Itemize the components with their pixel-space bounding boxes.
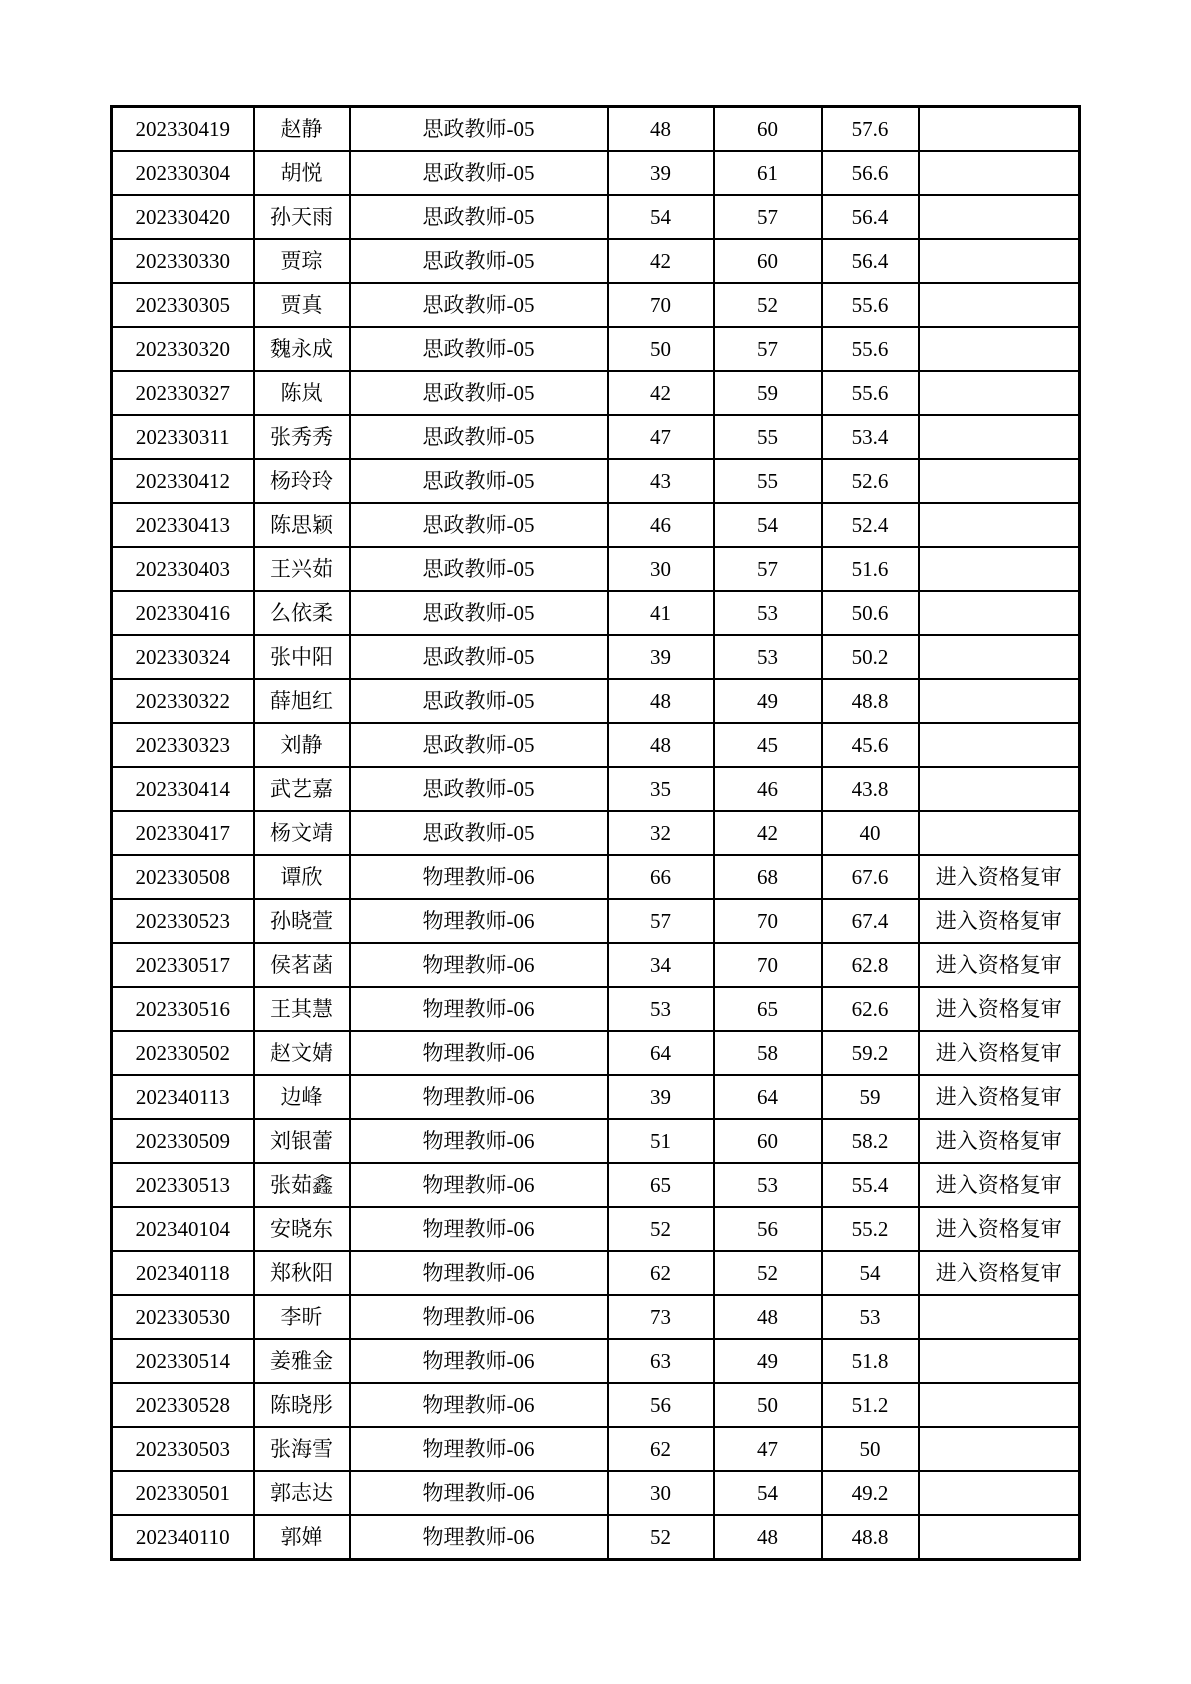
- interview-score-cell: 49: [714, 679, 822, 723]
- candidate-name-cell: 陈晓彤: [254, 1383, 350, 1427]
- written-score-cell: 41: [608, 591, 714, 635]
- status-cell: [919, 283, 1080, 327]
- composite-score-cell: 54: [822, 1251, 919, 1295]
- composite-score-cell: 51.6: [822, 547, 919, 591]
- interview-score-cell: 60: [714, 1119, 822, 1163]
- status-cell: [919, 679, 1080, 723]
- written-score-cell: 47: [608, 415, 714, 459]
- result-row: [112, 1383, 1080, 1427]
- composite-score-cell: 56.4: [822, 239, 919, 283]
- written-score-cell: 35: [608, 767, 714, 811]
- written-score-cell: 53: [608, 987, 714, 1031]
- interview-score-cell: 70: [714, 943, 822, 987]
- status-cell: [919, 1515, 1080, 1560]
- result-row: [112, 767, 1080, 811]
- status-cell: 进入资格复审: [919, 855, 1080, 899]
- candidate-id-cell: 202340110: [112, 1515, 254, 1560]
- composite-score-cell: 52.4: [822, 503, 919, 547]
- result-row: [112, 547, 1080, 591]
- written-score-cell: 52: [608, 1207, 714, 1251]
- interview-score-cell: 59: [714, 371, 822, 415]
- candidate-name-cell: 陈岚: [254, 371, 350, 415]
- interview-score-cell: 54: [714, 1471, 822, 1515]
- status-cell: [919, 767, 1080, 811]
- result-row: [112, 1119, 1080, 1163]
- status-cell: [919, 371, 1080, 415]
- status-cell: 进入资格复审: [919, 987, 1080, 1031]
- candidate-id-cell: 202330322: [112, 679, 254, 723]
- result-row: [112, 591, 1080, 635]
- interview-score-cell: 57: [714, 547, 822, 591]
- interview-score-cell: 65: [714, 987, 822, 1031]
- interview-score-cell: 64: [714, 1075, 822, 1119]
- candidate-name-cell: 魏永成: [254, 327, 350, 371]
- candidate-id-cell: 202330311: [112, 415, 254, 459]
- interview-score-cell: 70: [714, 899, 822, 943]
- composite-score-cell: 56.4: [822, 195, 919, 239]
- written-score-cell: 42: [608, 239, 714, 283]
- candidate-id-cell: 202330323: [112, 723, 254, 767]
- candidate-name-cell: 薛旭红: [254, 679, 350, 723]
- candidate-id-cell: 202330320: [112, 327, 254, 371]
- result-row: [112, 943, 1080, 987]
- position-cell: 思政教师-05: [350, 723, 608, 767]
- interview-score-cell: 60: [714, 239, 822, 283]
- candidate-id-cell: 202330517: [112, 943, 254, 987]
- candidate-name-cell: 刘银蕾: [254, 1119, 350, 1163]
- composite-score-cell: 45.6: [822, 723, 919, 767]
- position-cell: 思政教师-05: [350, 503, 608, 547]
- written-score-cell: 39: [608, 151, 714, 195]
- candidate-id-cell: 202330509: [112, 1119, 254, 1163]
- position-cell: 物理教师-06: [350, 1515, 608, 1560]
- result-row: [112, 107, 1080, 152]
- status-cell: 进入资格复审: [919, 1075, 1080, 1119]
- interview-score-cell: 58: [714, 1031, 822, 1075]
- interview-score-cell: 57: [714, 327, 822, 371]
- written-score-cell: 57: [608, 899, 714, 943]
- interview-score-cell: 56: [714, 1207, 822, 1251]
- interview-score-cell: 50: [714, 1383, 822, 1427]
- interview-score-cell: 68: [714, 855, 822, 899]
- position-cell: 物理教师-06: [350, 899, 608, 943]
- written-score-cell: 62: [608, 1251, 714, 1295]
- candidate-name-cell: 谭欣: [254, 855, 350, 899]
- candidate-name-cell: 郭志达: [254, 1471, 350, 1515]
- written-score-cell: 39: [608, 635, 714, 679]
- status-cell: 进入资格复审: [919, 1251, 1080, 1295]
- interview-score-cell: 53: [714, 1163, 822, 1207]
- position-cell: 思政教师-05: [350, 239, 608, 283]
- composite-score-cell: 55.4: [822, 1163, 919, 1207]
- composite-score-cell: 59.2: [822, 1031, 919, 1075]
- result-row: [112, 679, 1080, 723]
- composite-score-cell: 58.2: [822, 1119, 919, 1163]
- position-cell: 思政教师-05: [350, 327, 608, 371]
- status-cell: 进入资格复审: [919, 1163, 1080, 1207]
- composite-score-cell: 59: [822, 1075, 919, 1119]
- interview-score-cell: 47: [714, 1427, 822, 1471]
- status-cell: 进入资格复审: [919, 1031, 1080, 1075]
- status-cell: 进入资格复审: [919, 1207, 1080, 1251]
- candidate-name-cell: 边峰: [254, 1075, 350, 1119]
- candidate-name-cell: 贾真: [254, 283, 350, 327]
- candidate-id-cell: 202330513: [112, 1163, 254, 1207]
- candidate-id-cell: 202330419: [112, 107, 254, 152]
- composite-score-cell: 55.6: [822, 327, 919, 371]
- written-score-cell: 43: [608, 459, 714, 503]
- position-cell: 思政教师-05: [350, 107, 608, 152]
- composite-score-cell: 55.6: [822, 283, 919, 327]
- position-cell: 思政教师-05: [350, 459, 608, 503]
- position-cell: 物理教师-06: [350, 1251, 608, 1295]
- composite-score-cell: 67.6: [822, 855, 919, 899]
- status-cell: 进入资格复审: [919, 899, 1080, 943]
- written-score-cell: 65: [608, 1163, 714, 1207]
- status-cell: [919, 635, 1080, 679]
- candidate-name-cell: 郭婵: [254, 1515, 350, 1560]
- candidate-name-cell: 胡悦: [254, 151, 350, 195]
- interview-score-cell: 53: [714, 591, 822, 635]
- candidate-id-cell: 202330503: [112, 1427, 254, 1471]
- position-cell: 物理教师-06: [350, 1207, 608, 1251]
- written-score-cell: 52: [608, 1515, 714, 1560]
- written-score-cell: 64: [608, 1031, 714, 1075]
- candidate-name-cell: 刘静: [254, 723, 350, 767]
- result-row: [112, 1251, 1080, 1295]
- interview-score-cell: 46: [714, 767, 822, 811]
- result-row: [112, 151, 1080, 195]
- written-score-cell: 48: [608, 723, 714, 767]
- candidate-id-cell: 202330516: [112, 987, 254, 1031]
- interview-score-cell: 42: [714, 811, 822, 855]
- candidate-name-cell: 王其慧: [254, 987, 350, 1031]
- candidate-name-cell: 杨文靖: [254, 811, 350, 855]
- written-score-cell: 32: [608, 811, 714, 855]
- interview-score-cell: 55: [714, 415, 822, 459]
- written-score-cell: 63: [608, 1339, 714, 1383]
- status-cell: [919, 151, 1080, 195]
- candidate-name-cell: 赵文婧: [254, 1031, 350, 1075]
- candidate-name-cell: 张海雪: [254, 1427, 350, 1471]
- candidate-id-cell: 202330417: [112, 811, 254, 855]
- written-score-cell: 73: [608, 1295, 714, 1339]
- result-row: [112, 635, 1080, 679]
- status-cell: [919, 591, 1080, 635]
- composite-score-cell: 51.8: [822, 1339, 919, 1383]
- position-cell: 物理教师-06: [350, 1383, 608, 1427]
- interview-score-cell: 57: [714, 195, 822, 239]
- candidate-name-cell: 张中阳: [254, 635, 350, 679]
- position-cell: 思政教师-05: [350, 151, 608, 195]
- candidate-name-cell: 李昕: [254, 1295, 350, 1339]
- status-cell: [919, 239, 1080, 283]
- position-cell: 思政教师-05: [350, 591, 608, 635]
- position-cell: 思政教师-05: [350, 811, 608, 855]
- position-cell: 物理教师-06: [350, 987, 608, 1031]
- interview-score-cell: 54: [714, 503, 822, 547]
- status-cell: [919, 1295, 1080, 1339]
- written-score-cell: 54: [608, 195, 714, 239]
- candidate-id-cell: 202330412: [112, 459, 254, 503]
- position-cell: 物理教师-06: [350, 1119, 608, 1163]
- result-row: [112, 1471, 1080, 1515]
- interview-score-cell: 45: [714, 723, 822, 767]
- written-score-cell: 50: [608, 327, 714, 371]
- candidate-id-cell: 202330420: [112, 195, 254, 239]
- composite-score-cell: 55.2: [822, 1207, 919, 1251]
- position-cell: 物理教师-06: [350, 1163, 608, 1207]
- written-score-cell: 56: [608, 1383, 714, 1427]
- position-cell: 物理教师-06: [350, 1031, 608, 1075]
- result-row: [112, 987, 1080, 1031]
- result-row: [112, 1031, 1080, 1075]
- candidate-id-cell: 202340113: [112, 1075, 254, 1119]
- status-cell: [919, 547, 1080, 591]
- status-cell: [919, 327, 1080, 371]
- result-row: [112, 371, 1080, 415]
- position-cell: 思政教师-05: [350, 679, 608, 723]
- result-row: [112, 503, 1080, 547]
- position-cell: 物理教师-06: [350, 855, 608, 899]
- result-row: [112, 459, 1080, 503]
- candidate-name-cell: 安晓东: [254, 1207, 350, 1251]
- candidate-name-cell: 王兴茹: [254, 547, 350, 591]
- composite-score-cell: 53.4: [822, 415, 919, 459]
- candidate-name-cell: 杨玲玲: [254, 459, 350, 503]
- status-cell: [919, 415, 1080, 459]
- written-score-cell: 39: [608, 1075, 714, 1119]
- position-cell: 物理教师-06: [350, 1471, 608, 1515]
- candidate-id-cell: 202330327: [112, 371, 254, 415]
- candidate-id-cell: 202330414: [112, 767, 254, 811]
- position-cell: 思政教师-05: [350, 415, 608, 459]
- candidate-id-cell: 202340104: [112, 1207, 254, 1251]
- result-row: [112, 1207, 1080, 1251]
- composite-score-cell: 43.8: [822, 767, 919, 811]
- candidate-id-cell: 202330305: [112, 283, 254, 327]
- candidate-id-cell: 202330416: [112, 591, 254, 635]
- candidate-name-cell: 张秀秀: [254, 415, 350, 459]
- status-cell: 进入资格复审: [919, 1119, 1080, 1163]
- written-score-cell: 48: [608, 679, 714, 723]
- result-row: [112, 1339, 1080, 1383]
- candidate-name-cell: 孙晓萱: [254, 899, 350, 943]
- candidate-id-cell: 202340118: [112, 1251, 254, 1295]
- position-cell: 物理教师-06: [350, 1295, 608, 1339]
- composite-score-cell: 40: [822, 811, 919, 855]
- written-score-cell: 51: [608, 1119, 714, 1163]
- written-score-cell: 48: [608, 107, 714, 152]
- position-cell: 思政教师-05: [350, 547, 608, 591]
- composite-score-cell: 52.6: [822, 459, 919, 503]
- written-score-cell: 34: [608, 943, 714, 987]
- composite-score-cell: 67.4: [822, 899, 919, 943]
- result-row: [112, 1427, 1080, 1471]
- status-cell: [919, 1383, 1080, 1427]
- position-cell: 思政教师-05: [350, 767, 608, 811]
- status-cell: [919, 195, 1080, 239]
- candidate-name-cell: 郑秋阳: [254, 1251, 350, 1295]
- candidate-id-cell: 202330502: [112, 1031, 254, 1075]
- composite-score-cell: 62.8: [822, 943, 919, 987]
- status-cell: [919, 1471, 1080, 1515]
- interview-score-cell: 52: [714, 283, 822, 327]
- candidate-name-cell: 赵静: [254, 107, 350, 152]
- candidate-name-cell: 孙天雨: [254, 195, 350, 239]
- composite-score-cell: 57.6: [822, 107, 919, 152]
- interview-score-cell: 61: [714, 151, 822, 195]
- position-cell: 物理教师-06: [350, 1339, 608, 1383]
- candidate-id-cell: 202330324: [112, 635, 254, 679]
- candidate-name-cell: 姜雅金: [254, 1339, 350, 1383]
- written-score-cell: 46: [608, 503, 714, 547]
- results-table-body: [112, 107, 1080, 1560]
- position-cell: 思政教师-05: [350, 283, 608, 327]
- result-row: [112, 1515, 1080, 1560]
- status-cell: [919, 1427, 1080, 1471]
- composite-score-cell: 56.6: [822, 151, 919, 195]
- candidate-id-cell: 202330530: [112, 1295, 254, 1339]
- result-row: [112, 283, 1080, 327]
- candidate-id-cell: 202330330: [112, 239, 254, 283]
- candidate-id-cell: 202330403: [112, 547, 254, 591]
- interview-score-cell: 52: [714, 1251, 822, 1295]
- position-cell: 思政教师-05: [350, 371, 608, 415]
- status-cell: [919, 1339, 1080, 1383]
- candidate-name-cell: 么依柔: [254, 591, 350, 635]
- interview-score-cell: 55: [714, 459, 822, 503]
- composite-score-cell: 53: [822, 1295, 919, 1339]
- position-cell: 思政教师-05: [350, 635, 608, 679]
- written-score-cell: 62: [608, 1427, 714, 1471]
- status-cell: [919, 459, 1080, 503]
- status-cell: [919, 723, 1080, 767]
- candidate-id-cell: 202330501: [112, 1471, 254, 1515]
- composite-score-cell: 50.6: [822, 591, 919, 635]
- written-score-cell: 70: [608, 283, 714, 327]
- candidate-id-cell: 202330514: [112, 1339, 254, 1383]
- position-cell: 物理教师-06: [350, 1427, 608, 1471]
- interview-score-cell: 48: [714, 1295, 822, 1339]
- status-cell: 进入资格复审: [919, 943, 1080, 987]
- candidate-id-cell: 202330413: [112, 503, 254, 547]
- composite-score-cell: 48.8: [822, 679, 919, 723]
- candidate-id-cell: 202330304: [112, 151, 254, 195]
- results-table: [110, 105, 1081, 1561]
- position-cell: 物理教师-06: [350, 1075, 608, 1119]
- result-row: [112, 811, 1080, 855]
- position-cell: 思政教师-05: [350, 195, 608, 239]
- result-row: [112, 1075, 1080, 1119]
- written-score-cell: 30: [608, 1471, 714, 1515]
- candidate-name-cell: 武艺嘉: [254, 767, 350, 811]
- result-row: [112, 1295, 1080, 1339]
- composite-score-cell: 55.6: [822, 371, 919, 415]
- candidate-name-cell: 侯茗菡: [254, 943, 350, 987]
- result-row: [112, 239, 1080, 283]
- candidate-name-cell: 张茹鑫: [254, 1163, 350, 1207]
- result-row: [112, 855, 1080, 899]
- candidate-id-cell: 202330523: [112, 899, 254, 943]
- candidate-name-cell: 贾琮: [254, 239, 350, 283]
- candidate-id-cell: 202330508: [112, 855, 254, 899]
- result-row: [112, 195, 1080, 239]
- result-row: [112, 327, 1080, 371]
- interview-score-cell: 49: [714, 1339, 822, 1383]
- candidate-id-cell: 202330528: [112, 1383, 254, 1427]
- composite-score-cell: 51.2: [822, 1383, 919, 1427]
- written-score-cell: 42: [608, 371, 714, 415]
- status-cell: [919, 503, 1080, 547]
- result-row: [112, 899, 1080, 943]
- interview-score-cell: 53: [714, 635, 822, 679]
- position-cell: 物理教师-06: [350, 943, 608, 987]
- result-row: [112, 723, 1080, 767]
- composite-score-cell: 62.6: [822, 987, 919, 1031]
- interview-score-cell: 60: [714, 107, 822, 152]
- result-row: [112, 1163, 1080, 1207]
- result-row: [112, 415, 1080, 459]
- status-cell: [919, 107, 1080, 152]
- composite-score-cell: 49.2: [822, 1471, 919, 1515]
- candidate-name-cell: 陈思颖: [254, 503, 350, 547]
- composite-score-cell: 48.8: [822, 1515, 919, 1560]
- interview-score-cell: 48: [714, 1515, 822, 1560]
- composite-score-cell: 50: [822, 1427, 919, 1471]
- written-score-cell: 66: [608, 855, 714, 899]
- status-cell: [919, 811, 1080, 855]
- composite-score-cell: 50.2: [822, 635, 919, 679]
- written-score-cell: 30: [608, 547, 714, 591]
